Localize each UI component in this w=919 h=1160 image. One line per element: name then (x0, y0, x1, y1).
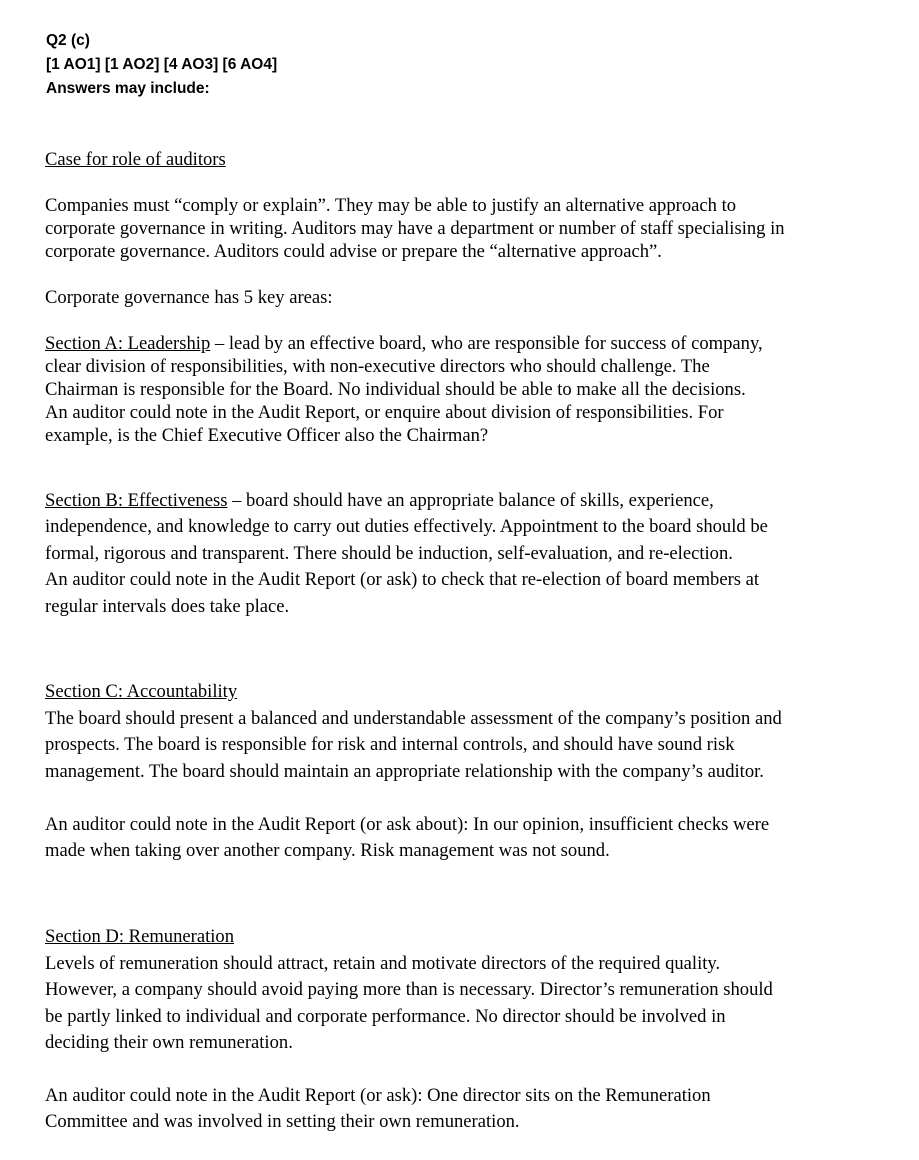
line-text: An auditor could note in the Audit Report, or enquire about division of responsibilities. For (45, 402, 724, 423)
section-d-auditor-note-line (45, 1111, 520, 1133)
line-text: corporate governance. Auditors could advise or prepare the “alternative approach”. (45, 241, 662, 262)
line-text: example, is the Chief Executive Officer also the Chairman? (45, 425, 489, 446)
section-d-paragraph-line (45, 926, 234, 948)
section-heading: Section D: Remuneration (45, 926, 234, 947)
line-text: – board should have an appropriate balance of skills, experience, (227, 490, 714, 511)
line-text: An auditor could note in the Audit Report (or ask): One director sits on the Remuneration (45, 1085, 711, 1106)
line-text: Corporate governance has 5 key areas: (45, 287, 333, 308)
section-b-paragraph-line (45, 543, 733, 565)
section-c-paragraph-line (45, 681, 237, 703)
case-heading-line (45, 149, 226, 171)
line-text: be partly linked to individual and corporate performance. No director should be involved in (45, 1006, 726, 1027)
section-d-auditor-note-line (45, 1085, 711, 1107)
section-d-paragraph-line (45, 979, 773, 1001)
section-c-paragraph-line (45, 708, 782, 730)
line-text: corporate governance in writing. Auditors may have a department or number of staff specialising in (45, 218, 785, 239)
answers-intro: Answers may include: (46, 80, 210, 97)
line-text: However, a company should avoid paying more than is necessary. Director’s remuneration should (45, 979, 773, 1000)
section-d-paragraph-line (45, 953, 720, 975)
line-text: prospects. The board is responsible for risk and internal controls, and should have sound risk (45, 734, 735, 755)
line-text: formal, rigorous and transparent. There should be induction, self-evaluation, and re-election. (45, 543, 733, 564)
line-text: Companies must “comply or explain”. They may be able to justify an alternative approach to (45, 195, 737, 216)
section-heading: Section A: Leadership (45, 333, 211, 354)
section-a-paragraph-line (45, 356, 710, 378)
section-c-paragraph-line (45, 761, 764, 783)
line-text: Committee and was involved in setting their own remuneration. (45, 1111, 520, 1132)
question-number: Q2 (c) (46, 32, 90, 49)
section-a-paragraph-line (45, 379, 746, 401)
section-d-paragraph-line (45, 1032, 293, 1054)
section-c-paragraph-line (45, 734, 735, 756)
line-text: made when taking over another company. Risk management was not sound. (45, 840, 610, 861)
comply-or-explain-paragraph-line (45, 218, 785, 240)
line-text: – lead by an effective board, who are responsible for success of company, (210, 333, 763, 354)
line-text: Chairman is responsible for the Board. No individual should be able to make all the decisions. (45, 379, 746, 400)
section-heading: Section B: Effectiveness (45, 490, 228, 511)
assessment-marks: [1 AO1] [1 AO2] [4 AO3] [6 AO4] (46, 56, 278, 73)
section-b-paragraph-line (45, 569, 759, 591)
section-b-paragraph-line (45, 490, 714, 512)
line-text: Levels of remuneration should attract, retain and motivate directors of the required quality. (45, 953, 721, 974)
section-a-paragraph-line (45, 333, 763, 355)
line-text: management. The board should maintain an appropriate relationship with the company’s auditor. (45, 761, 764, 782)
section-heading: Section C: Accountability (45, 681, 238, 702)
line-text: An auditor could note in the Audit Report (or ask about): In our opinion, insufficient checks were (45, 814, 770, 835)
line-text: independence, and knowledge to carry out duties effectively. Appointment to the board should be (45, 516, 768, 537)
section-c-auditor-note-line (45, 814, 769, 836)
section-b-paragraph-line (45, 516, 768, 538)
section-a-paragraph-line (45, 402, 724, 424)
comply-or-explain-paragraph-line (45, 195, 736, 217)
key-areas-paragraph-line (45, 287, 333, 309)
section-heading: Case for role of auditors (45, 149, 226, 170)
section-d-paragraph-line (45, 1006, 726, 1028)
line-text: clear division of responsibilities, with non-executive directors who should challenge. The (45, 356, 710, 377)
section-a-paragraph-line (45, 425, 488, 447)
line-text: regular intervals does take place. (45, 596, 290, 617)
line-text: An auditor could note in the Audit Report (or ask) to check that re-election of board members at (45, 569, 760, 590)
line-text: The board should present a balanced and understandable assessment of the company’s position and (45, 708, 782, 729)
comply-or-explain-paragraph-line (45, 241, 662, 263)
line-text: deciding their own remuneration. (45, 1032, 293, 1053)
section-c-auditor-note-line (45, 840, 610, 862)
section-b-paragraph-line (45, 596, 289, 618)
